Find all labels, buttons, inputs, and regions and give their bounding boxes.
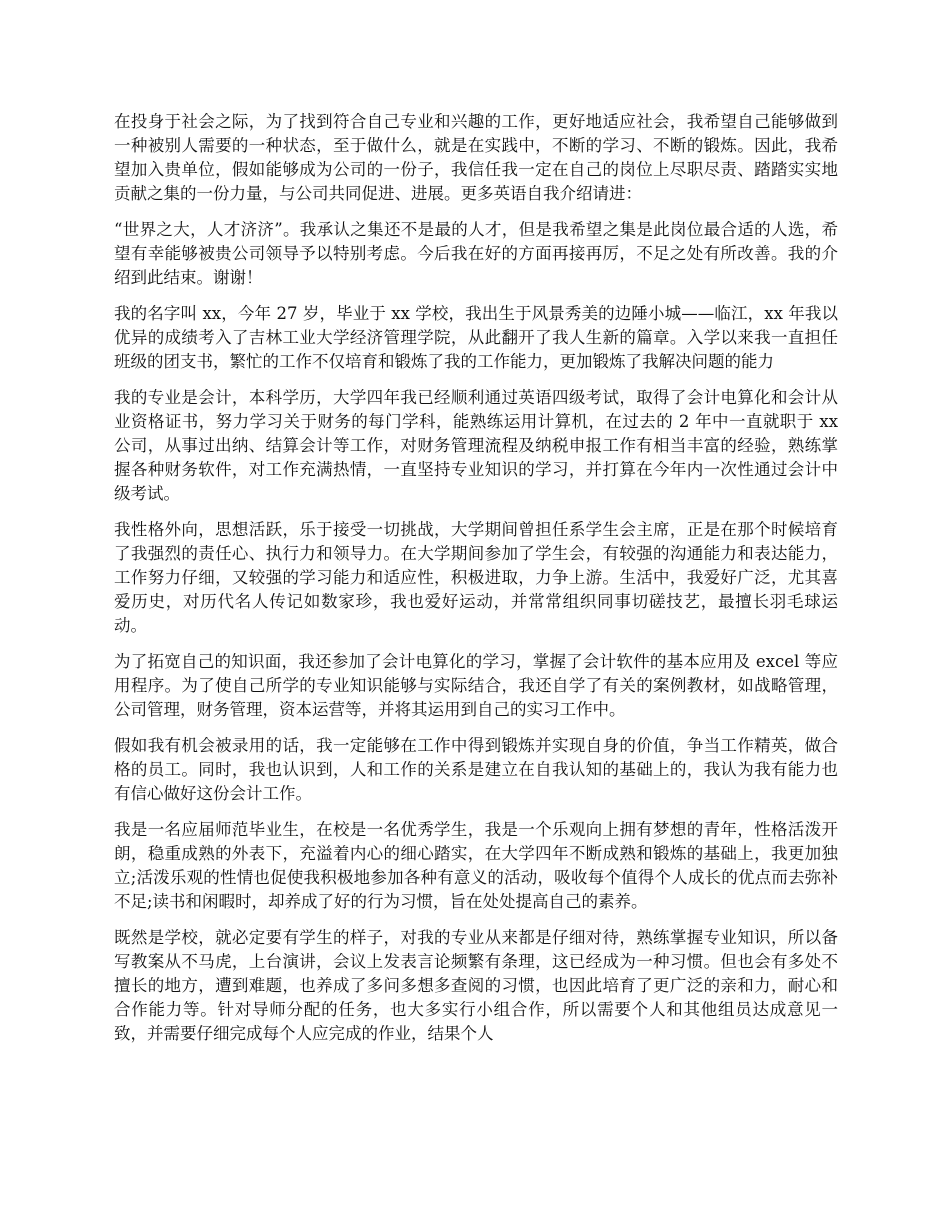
paragraph-6: 为了拓宽自己的知识面，我还参加了会计电算化的学习，掌握了会计软件的基本应用及 excel 等应用程序。为了使自己所学的专业知识能够与实际结合，我还自学了有关的案例教材，如战略管理，公司管理，财务管理，资本运营等，并将其运用到自己的实习工作中。 [114,652,838,719]
paragraph-8: 我是一名应届师范毕业生，在校是一名优秀学生，我是一个乐观向上拥有梦想的青年，性格活泼开朗，稳重成熟的外表下，充溢着内心的细心踏实，在大学四年不断成熟和锻炼的基础上，我更加独立;活泼乐观的性情也促使我积极地参加各种有意义的活动，吸收每个值得个人成长的优点而去弥补不足;读书和闲暇时，却养成了好的行为习惯，旨在处处提高自己的素养。 [114,820,838,911]
paragraph-1: 在投身于社会之际，为了找到符合自己专业和兴趣的工作，更好地适应社会，我希望自己能够做到一种被别人需要的一种状态，至于做什么，就是在实践中，不断的学习、不断的锻炼。因此，我希望加入贵单位，假如能够成为公司的一份子，我信任我一定在自己的岗位上尽职尽责、踏踏实实地贡献之集的一份力量，与公司共同促进、进展。更多英语自我介绍请进： [114,112,838,203]
paragraph-3: 我的名字叫 xx，今年 27 岁，毕业于 xx 学校，我出生于风景秀美的边陲小城——临江，xx 年我以优异的成绩考入了吉林工业大学经济管理学院，从此翻开了我人生新的篇章。入学以来我一直担任班级的团支书，繁忙的工作不仅培育和锻炼了我的工作能力，更加锻炼了我解决问题的能力 [114,304,838,371]
paragraph-5: 我性格外向，思想活跃，乐于接受一切挑战，大学期间曾担任系学生会主席，正是在那个时候培育了我强烈的责任心、执行力和领导力。在大学期间参加了学生会，有较强的沟通能力和表达能力，工作努力仔细，又较强的学习能力和适应性，积极进取，力争上游。生活中，我爱好广泛，尤其喜爱历史，对历代名人传记如数家珍，我也爱好运动，并常常组织同事切磋技艺，最擅长羽毛球运动。 [114,520,838,635]
paragraph-9: 既然是学校，就必定要有学生的样子，对我的专业从来都是仔细对待，熟练掌握专业知识，所以备写教案从不马虎，上台演讲，会议上发表言论频繁有条理，这已经成为一种习惯。但也会有多处不擅长的地方，遭到难题，也养成了多问多想多查阅的习惯，也因此培育了更广泛的亲和力，耐心和合作能力等。针对导师分配的任务，也大多实行小组合作，所以需要个人和其他组员达成意见一致，并需要仔细完成每个人应完成的作业，结果个人 [114,928,838,1043]
paragraph-7: 假如我有机会被录用的话，我一定能够在工作中得到锻炼并实现自身的价值，争当工作精英，做合格的员工。同时，我也认识到，人和工作的关系是建立在自我认知的基础上的，我认为我有能力也有信心做好这份会计工作。 [114,736,838,803]
paragraph-2: “世界之大，人才济济”。我承认之集还不是最的人才，但是我希望之集是此岗位最合适的人选，希望有幸能够被贵公司领导予以特别考虑。今后我在好的方面再接再厉，不足之处有所改善。我的介绍到此结束。谢谢！ [114,220,838,287]
paragraph-4: 我的专业是会计，本科学历，大学四年我已经顺利通过英语四级考试，取得了会计电算化和会计从业资格证书，努力学习关于财务的每门学科，能熟练运用计算机，在过去的 2 年中一直就职于 xx 公司，从事过出纳、结算会计等工作，对财务管理流程及纳税申报工作有相当丰富的经验，熟练掌握各种财务软件，对工作充满热情，一直坚持专业知识的学习，并打算在今年内一次性通过会计中级考试。 [114,388,838,503]
document-body [114,110,838,1058]
